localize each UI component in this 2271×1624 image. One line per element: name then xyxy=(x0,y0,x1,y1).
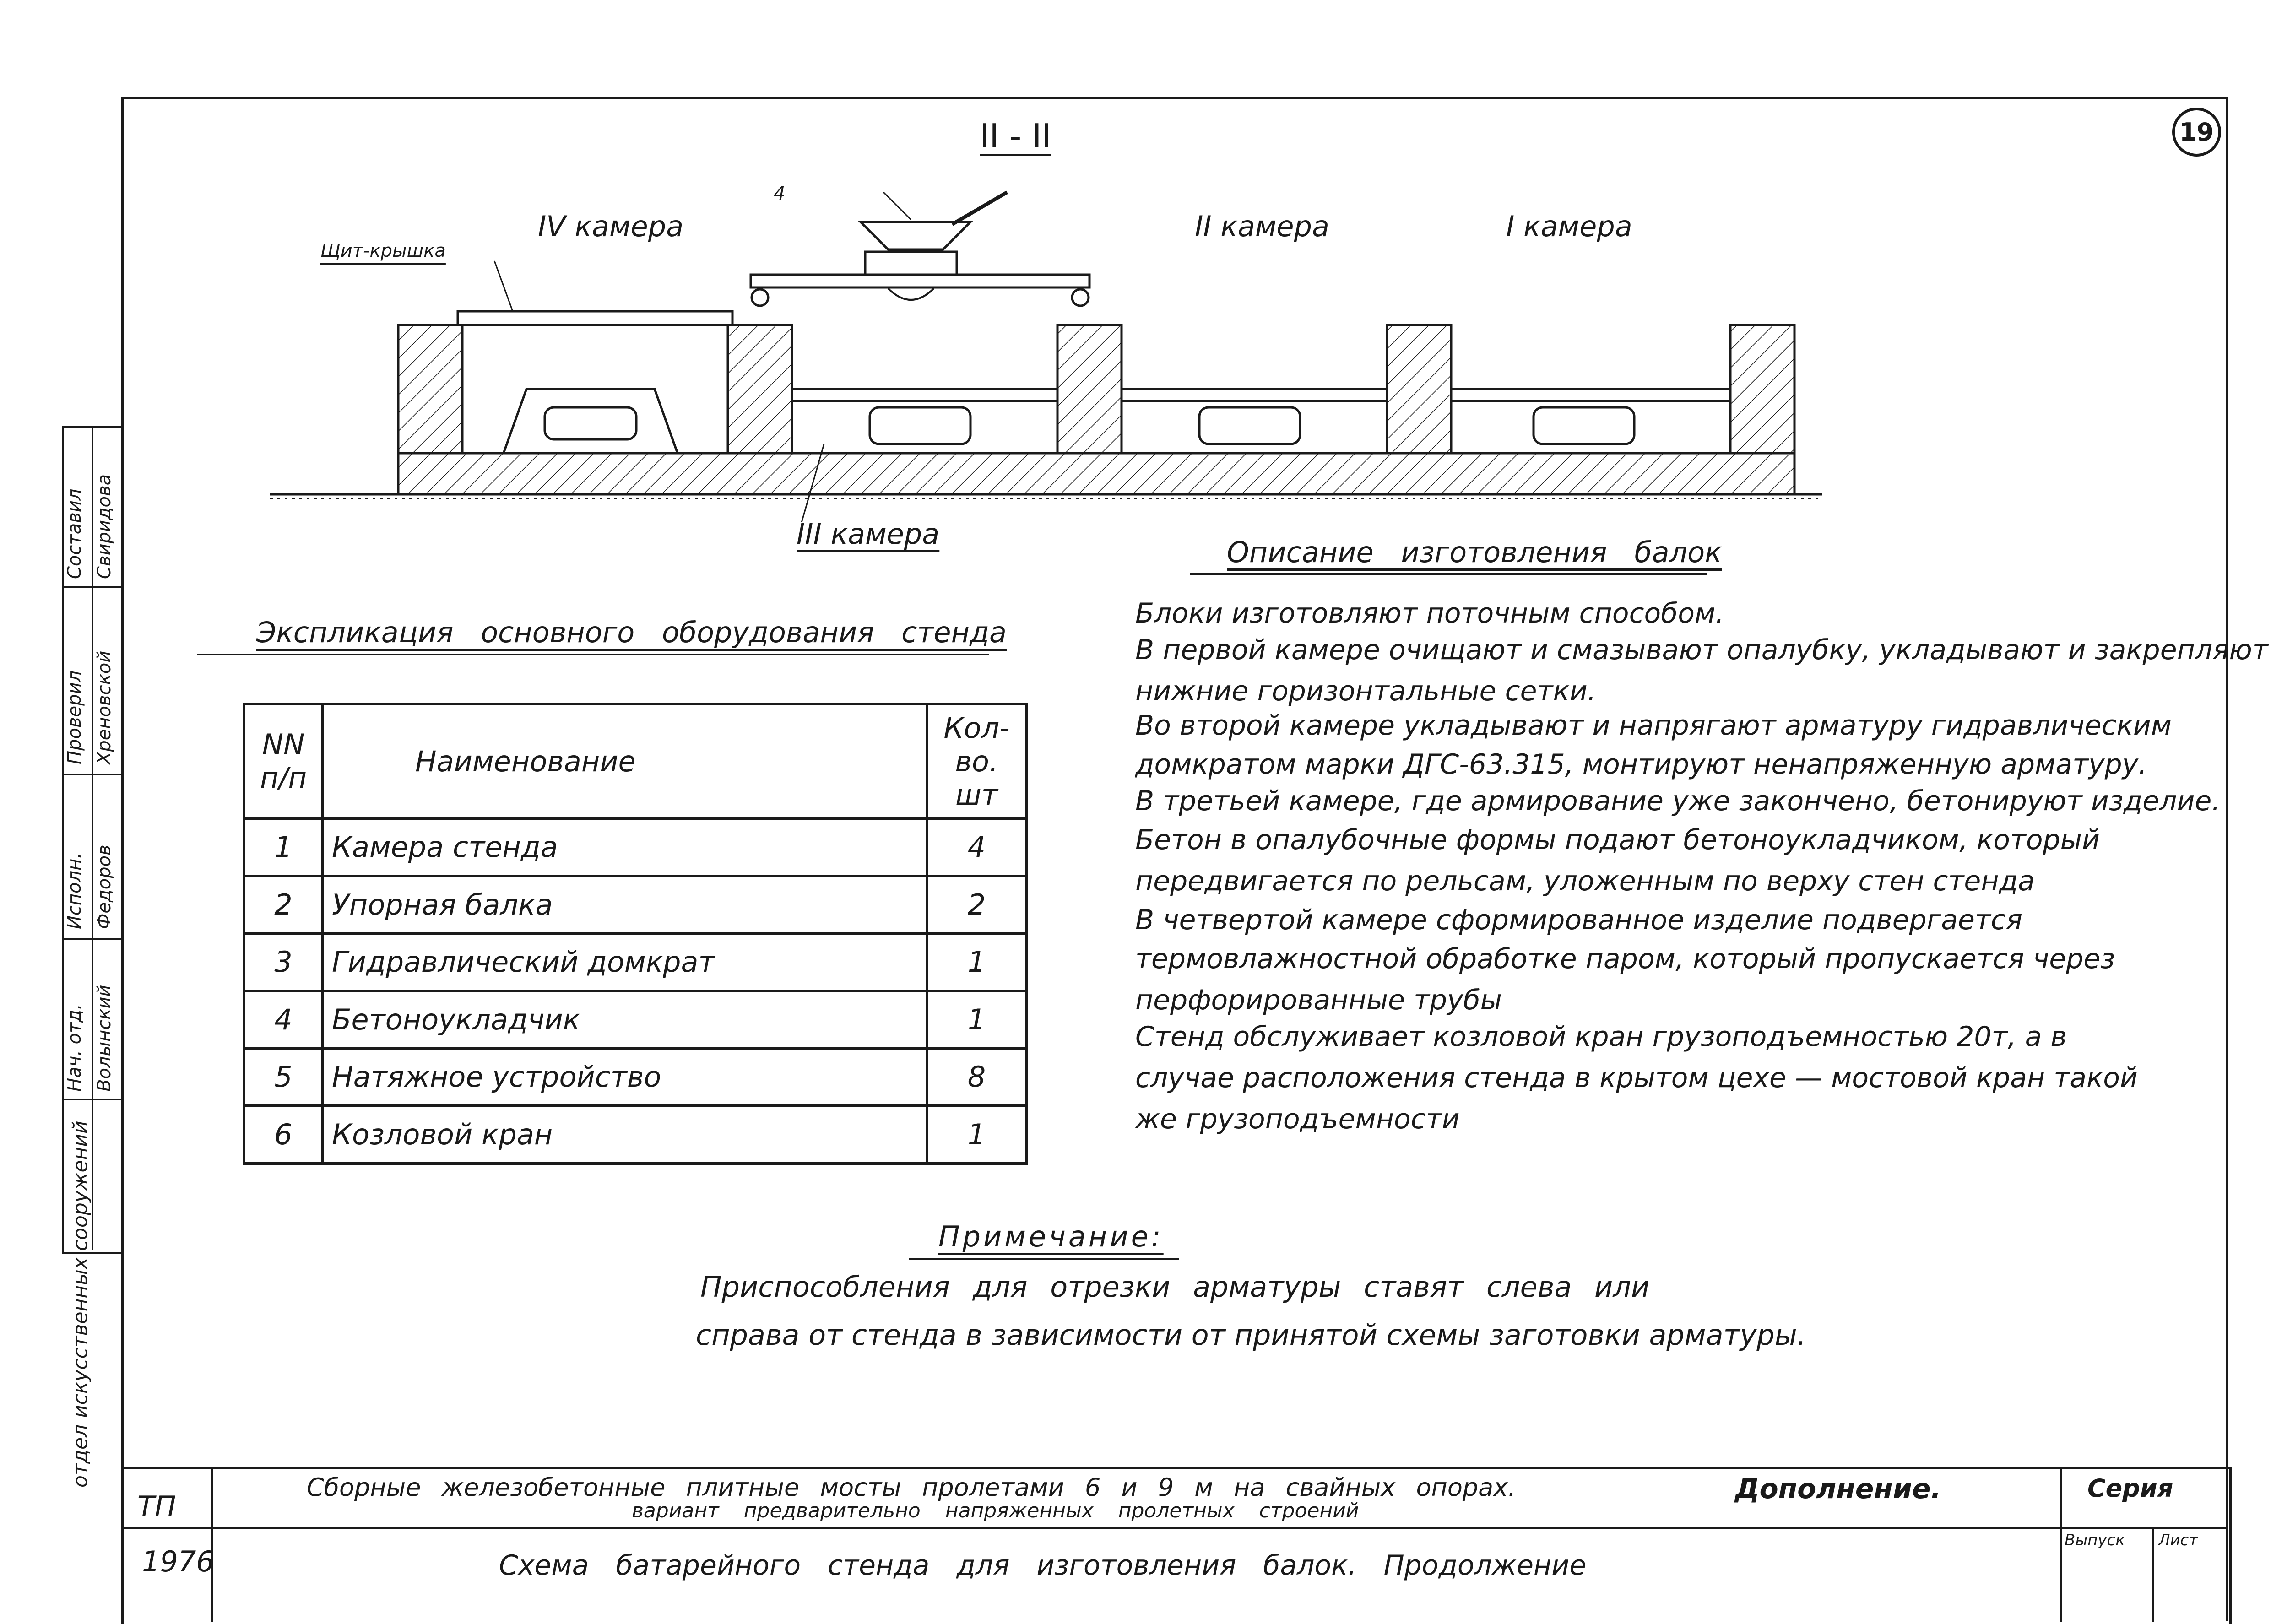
description-line: термовлажностной обработке паром, который пропускается через xyxy=(1135,943,2115,975)
row-name: Натяжное устройство xyxy=(323,1048,927,1106)
row-num: 4 xyxy=(244,991,323,1049)
table-row xyxy=(244,1106,1026,1164)
table-row xyxy=(244,1048,1026,1106)
form-chamber-2 xyxy=(1122,389,1387,444)
frame-top xyxy=(121,97,2227,99)
issue-col-rule xyxy=(2152,1527,2154,1622)
description-line: случае расположения стенда в крытом цехе — мостовой кран такой xyxy=(1135,1062,2138,1094)
row-num: 1 xyxy=(244,818,323,876)
sheet-number: 19 xyxy=(2179,118,2214,146)
header-qty: Кол-во. шт xyxy=(927,704,1027,818)
description-line: В третьей камере, где армирование уже закончено, бетонируют изделие. xyxy=(1135,785,2221,817)
form-chamber-3 xyxy=(792,389,1057,444)
row-name: Гидравлический домкрат xyxy=(323,933,927,991)
note-title: Примечание: xyxy=(938,1220,1164,1253)
title-block-line1b: вариант предварительно напряженных пролетных строений xyxy=(632,1499,1359,1522)
side-stamp-role: Проверил xyxy=(64,670,85,764)
title-block-year: 1976 xyxy=(142,1545,214,1578)
note-line: Приспособления для отрезки арматуры ставят слева или xyxy=(700,1270,1650,1304)
series-col-rule xyxy=(2060,1467,2062,1622)
label-chamber-3: III камера xyxy=(797,517,940,551)
description-line: Во второй камере укладывают и напрягают арматуру гидравлическим xyxy=(1135,709,2172,742)
title-block-line1: Сборные железобетонные плитные мосты пролетами 6 и 9 м на свайных опорах. xyxy=(307,1473,1516,1502)
row-qty: 1 xyxy=(927,991,1027,1049)
explication-title-rule xyxy=(197,654,989,655)
label-chamber-2: II камера xyxy=(1195,210,1329,243)
explication-table xyxy=(243,703,1028,1165)
spreader-rail xyxy=(751,275,1089,287)
shield-lid xyxy=(458,311,732,325)
title-block-row-rule xyxy=(121,1527,2227,1529)
wall-3 xyxy=(1057,325,1122,453)
side-stamp-row-3 xyxy=(62,938,121,940)
side-stamp-name: Хреновской xyxy=(94,650,115,764)
description-line: Бетон в опалубочные формы подают бетоноукладчиком, который xyxy=(1135,824,2100,856)
row-name: Козловой кран xyxy=(323,1106,927,1164)
title-block-sheet: Лист xyxy=(2158,1531,2198,1549)
base-slab xyxy=(398,453,1794,494)
side-stamp-role: Нач. отд. xyxy=(64,1004,85,1092)
row-qty: 8 xyxy=(927,1048,1027,1106)
wall-4 xyxy=(1387,325,1451,453)
row-name: Упорная балка xyxy=(323,876,927,934)
row-num: 3 xyxy=(244,933,323,991)
header-name: Наименование xyxy=(323,704,927,818)
description-line: Блоки изготовляют поточным способом. xyxy=(1135,597,1724,629)
form-chamber-1 xyxy=(1451,389,1730,444)
side-stamp-row-4 xyxy=(62,1099,121,1100)
title-block-col-rule xyxy=(211,1467,213,1622)
row-qty: 2 xyxy=(927,876,1027,934)
row-num: 2 xyxy=(244,876,323,934)
row-qty: 1 xyxy=(927,1106,1027,1164)
wall-2 xyxy=(728,325,792,453)
form-chamber-4 xyxy=(504,389,678,453)
row-num: 6 xyxy=(244,1106,323,1164)
description-line: передвигается по рельсам, уложенным по верху стен стенда xyxy=(1135,865,2035,897)
spreader-hopper xyxy=(861,222,970,249)
row-qty: 4 xyxy=(927,818,1027,876)
row-name: Камера стенда xyxy=(323,818,927,876)
side-stamp-name: Свиридова xyxy=(94,474,115,579)
description-line: домкратом марки ДГС-63.315, монтируют ненапряженную арматуру. xyxy=(1135,748,2147,780)
header-num: NN п/п xyxy=(244,704,323,818)
row-name: Бетоноукладчик xyxy=(323,991,927,1049)
label-shield-lid: Щит-крышка xyxy=(320,240,446,261)
label-item-4: 4 xyxy=(774,183,786,204)
table-row xyxy=(244,876,1026,934)
description-line: Стенд обслуживает козловой кран грузоподъемностью 20т, а в xyxy=(1135,1021,2067,1053)
description-line: же грузоподъемности xyxy=(1135,1103,1460,1135)
side-stamp-row-2 xyxy=(62,774,121,775)
table-row xyxy=(244,933,1026,991)
description-line: В четвертой камере сформированное изделие подвергается xyxy=(1135,904,2022,936)
table-row xyxy=(244,818,1026,876)
wall-5 xyxy=(1730,325,1794,453)
side-stamp-row-1 xyxy=(62,586,121,588)
description-title: Описание изготовления балок xyxy=(1227,536,1722,569)
side-stamp-role: Исполн. xyxy=(64,853,85,929)
side-stamp-org: отдел искусственных сооружений xyxy=(69,1121,92,1488)
description-title-rule xyxy=(1190,573,1707,575)
row-qty: 1 xyxy=(927,933,1027,991)
row-num: 5 xyxy=(244,1048,323,1106)
explication-title: Экспликация основного оборудования стенда xyxy=(256,616,1007,649)
note-line: справа от стенда в зависимости от принятой схемы заготовки арматуры. xyxy=(696,1318,1806,1352)
wall-1 xyxy=(398,325,462,453)
description-line: перфорированные трубы xyxy=(1135,984,1502,1016)
table-row xyxy=(244,991,1026,1049)
side-stamp-name: Федоров xyxy=(94,844,115,929)
description-line: В первой камере очищают и смазывают опалубку, укладывают и закрепляют xyxy=(1135,634,2268,666)
description-line: нижние горизонтальные сетки. xyxy=(1135,675,1596,707)
side-stamp-role: Составил xyxy=(64,488,85,579)
section-title: II - II xyxy=(980,117,1051,155)
frame-right xyxy=(2226,97,2228,1621)
title-block-addendum: Дополнение. xyxy=(1735,1473,1941,1505)
note-title-rule xyxy=(909,1258,1179,1260)
label-chamber-1: I камера xyxy=(1506,210,1632,243)
title-block-series: Серия xyxy=(2087,1474,2173,1503)
title-block-line2: Схема батарейного стенда для изготовления балок. Продолжение xyxy=(499,1549,1587,1581)
spreader-body xyxy=(865,252,957,275)
side-stamp-name: Волынский xyxy=(94,985,115,1092)
title-block-tp: ТП xyxy=(137,1490,176,1523)
label-chamber-4: IV камера xyxy=(538,210,684,243)
sheet-number-badge xyxy=(2172,108,2221,157)
title-block-issue: Выпуск xyxy=(2065,1531,2125,1549)
table-header-row xyxy=(244,704,1026,818)
